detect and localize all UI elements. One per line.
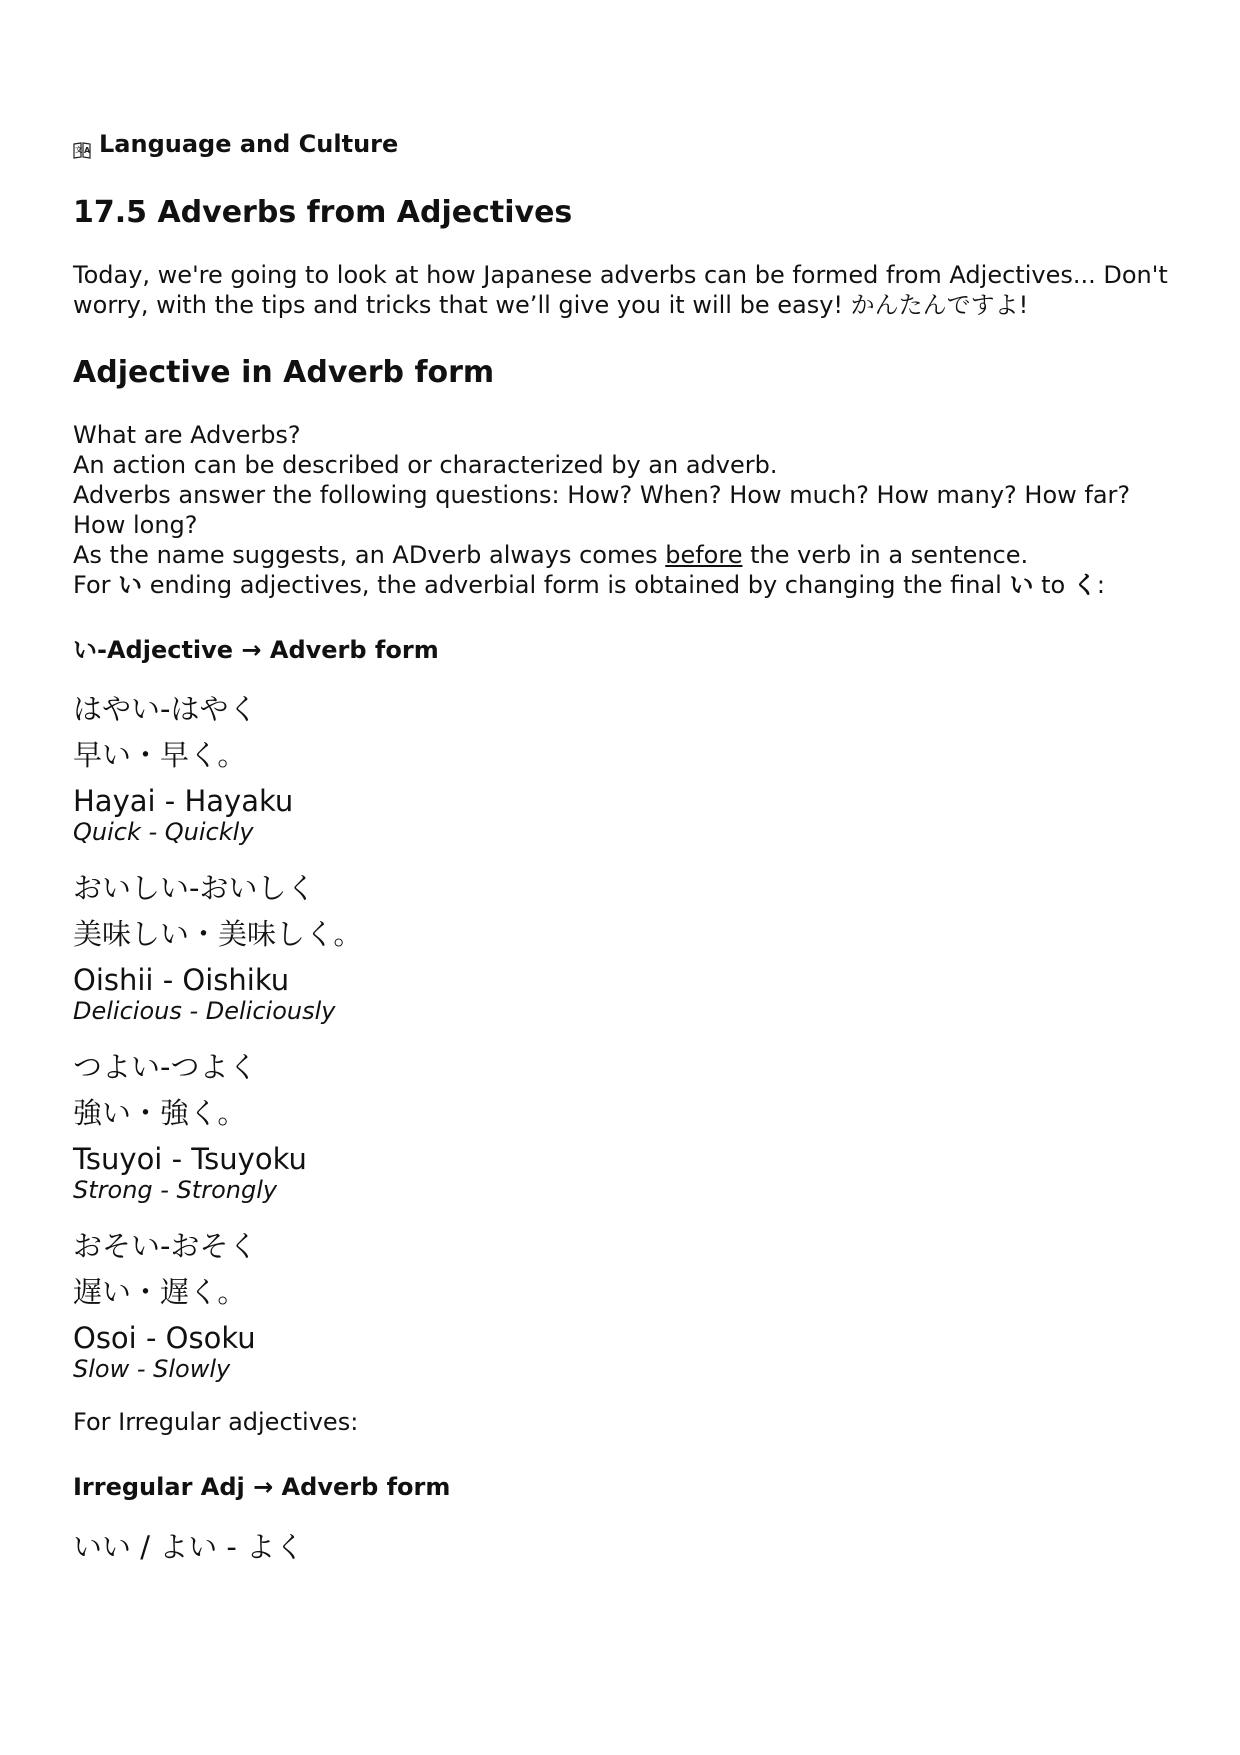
- list-item: [73, 691, 1173, 847]
- page-title: 17.5 Adverbs from Adjectives: [73, 195, 573, 230]
- example-kana: はやい-はやく: [73, 692, 258, 726]
- intro-paragraph: Today, we're going to look at how Japanese adverbs can be formed from Adjectives... Don't worry, with the tips and tricks that we’ll give you it will be easy! かんたんですよ!: [73, 261, 1168, 319]
- book-icon: [73, 135, 91, 153]
- irregular-heading: Irregular Adj → Adverb form: [73, 1473, 451, 1501]
- example-kana: おいしい-おいしく: [73, 871, 316, 905]
- explanation-line: What are Adverbs?: [73, 421, 301, 449]
- svg-text:文: 文: [75, 146, 83, 154]
- list-item: [73, 1228, 1173, 1384]
- example-kana: おそい-おそく: [73, 1229, 258, 1263]
- explanation-line-before: As the name suggests, an ADverb always comes before the verb in a sentence.: [73, 541, 1029, 569]
- irregular-intro: For Irregular adjectives:: [73, 1408, 359, 1436]
- section-heading: Adjective in Adverb form: [73, 355, 495, 390]
- example-english: Delicious - Deliciously: [73, 997, 336, 1025]
- example-romaji: Hayai - Hayaku: [73, 784, 294, 818]
- i-adjective-heading: い-Adjective → Adverb form: [73, 636, 439, 664]
- example-kanji: 強い・強く。: [73, 1096, 247, 1130]
- list-item: [73, 870, 1173, 1026]
- document-page: [73, 128, 1173, 1565]
- example-english: Quick - Quickly: [73, 818, 254, 846]
- underlined-word: before: [665, 541, 743, 569]
- adverb-explanation: [73, 420, 1173, 600]
- example-romaji: Tsuyoi - Tsuyoku: [73, 1142, 307, 1176]
- example-romaji: Osoi - Osoku: [73, 1321, 256, 1355]
- example-kanji: 美味しい・美味しく。: [73, 917, 363, 951]
- category-header: [73, 128, 1173, 160]
- explanation-line-ending: For い ending adjectives, the adverbial form is obtained by changing the final い to く:: [73, 571, 1105, 599]
- list-item: [73, 1049, 1173, 1205]
- example-kanji: 遅い・遅く。: [73, 1275, 247, 1309]
- category-label: Language and Culture: [99, 130, 399, 158]
- example-english: Slow - Slowly: [73, 1355, 231, 1383]
- example-kana: つよい-つよく: [73, 1050, 258, 1084]
- example-english: Strong - Strongly: [73, 1176, 278, 1204]
- svg-text:A: A: [84, 146, 91, 155]
- explanation-line: An action can be described or characterized by an adverb.: [73, 451, 778, 479]
- explanation-line: Adverbs answer the following questions: How? When? How much? How many? How far? How long?: [73, 481, 1131, 539]
- example-romaji: Oishii - Oishiku: [73, 963, 290, 997]
- irregular-example: いい / よい - よく: [73, 1530, 305, 1564]
- example-kanji: 早い・早く。: [73, 738, 247, 772]
- example-list: [73, 691, 1173, 1384]
